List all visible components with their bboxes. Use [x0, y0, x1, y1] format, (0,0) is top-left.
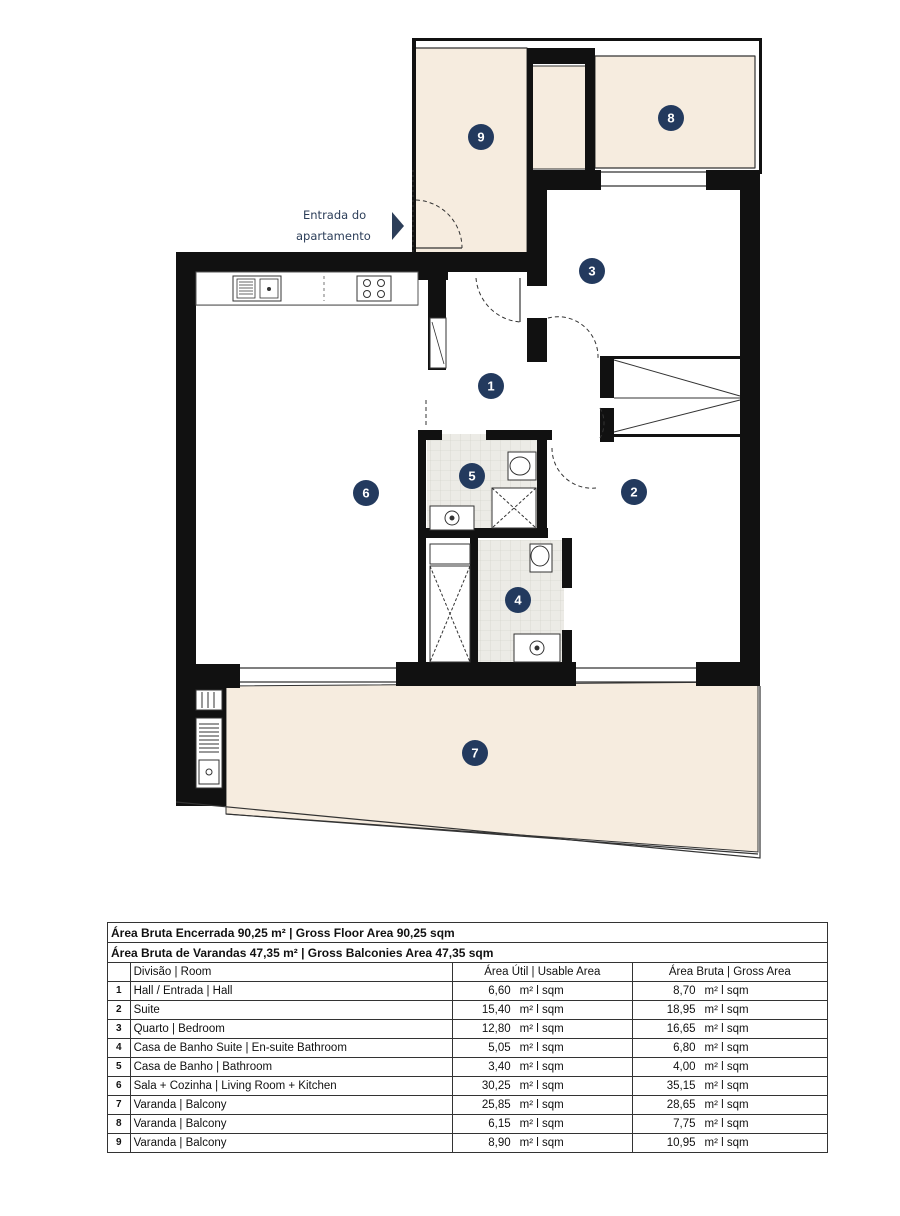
table-row — [108, 982, 828, 1001]
row-number: 6 — [108, 1077, 131, 1096]
room-name: Hall / Entrada | Hall — [130, 982, 452, 1001]
room-marker-4 — [505, 587, 531, 613]
gross-area: 16,65 — [632, 1020, 698, 1039]
usable-unit: m² l sqm — [514, 1096, 632, 1115]
usable-unit: m² l sqm — [514, 1039, 632, 1058]
room-marker-label: 2 — [630, 484, 638, 500]
gross-unit: m² l sqm — [699, 1058, 828, 1077]
room-marker-1 — [478, 373, 504, 399]
room-name: Casa de Banho Suite | En-suite Bathroom — [130, 1039, 452, 1058]
room-marker-3 — [579, 258, 605, 284]
usable-unit: m² l sqm — [514, 1077, 632, 1096]
col-room-header: Divisão | Room — [130, 963, 452, 982]
room-marker-label: 7 — [471, 745, 479, 761]
col-usable-header: Área Útil | Usable Area — [453, 963, 633, 982]
wardrobe-suite — [614, 360, 740, 432]
balcony-7-fill — [226, 682, 758, 852]
usable-unit: m² l sqm — [514, 1020, 632, 1039]
table-row — [108, 1058, 828, 1077]
gross-unit: m² l sqm — [699, 1077, 828, 1096]
gross-area: 8,70 — [632, 982, 698, 1001]
row-number: 5 — [108, 1058, 131, 1077]
gross-unit: m² l sqm — [699, 1134, 828, 1153]
gross-area: 18,95 — [632, 1001, 698, 1020]
room-marker-label: 4 — [514, 592, 522, 608]
gross-unit: m² l sqm — [699, 1096, 828, 1115]
room-name: Quarto | Bedroom — [130, 1020, 452, 1039]
balcony-7-fixtures — [196, 690, 222, 788]
gross-area: 4,00 — [632, 1058, 698, 1077]
usable-area: 5,05 — [453, 1039, 514, 1058]
gross-unit: m² l sqm — [699, 1039, 828, 1058]
entry-arrow-icon — [392, 212, 404, 240]
room-name: Varanda | Balcony — [130, 1115, 452, 1134]
room-marker-label: 3 — [588, 263, 596, 279]
usable-area: 12,80 — [453, 1020, 514, 1039]
room-marker-9 — [468, 124, 494, 150]
gross-area: 6,80 — [632, 1039, 698, 1058]
row-number: 7 — [108, 1096, 131, 1115]
gross-unit: m² l sqm — [699, 1115, 828, 1134]
usable-unit: m² l sqm — [514, 1115, 632, 1134]
col-gross-header: Área Bruta | Gross Area — [632, 963, 827, 982]
usable-unit: m² l sqm — [514, 982, 632, 1001]
col-num-header — [108, 963, 131, 982]
gross-unit: m² l sqm — [699, 982, 828, 1001]
gross-balconies-area: Área Bruta de Varandas 47,35 m² | Gross Balconies Area 47,35 sqm — [108, 943, 828, 963]
usable-unit: m² l sqm — [514, 1058, 632, 1077]
room-marker-6 — [353, 480, 379, 506]
wardrobe-hall — [430, 318, 446, 368]
balcony-upper-mid-fill — [530, 66, 587, 169]
usable-area: 15,40 — [453, 1001, 514, 1020]
gross-unit: m² l sqm — [699, 1020, 828, 1039]
table-row — [108, 1115, 828, 1134]
room-marker-7 — [462, 740, 488, 766]
usable-unit: m² l sqm — [514, 1001, 632, 1020]
room-marker-label: 5 — [468, 468, 476, 484]
room-marker-label: 8 — [667, 110, 675, 126]
row-number: 3 — [108, 1020, 131, 1039]
table-row — [108, 1096, 828, 1115]
table-row — [108, 1001, 828, 1020]
table-row — [108, 1134, 828, 1153]
gross-floor-area: Área Bruta Encerrada 90,25 m² | Gross Floor Area 90,25 sqm — [108, 923, 828, 943]
usable-unit: m² l sqm — [514, 1134, 632, 1153]
usable-area: 3,40 — [453, 1058, 514, 1077]
room-name: Sala + Cozinha | Living Room + Kitchen — [130, 1077, 452, 1096]
room-marker-5 — [459, 463, 485, 489]
room-marker-label: 1 — [487, 378, 495, 394]
row-number: 4 — [108, 1039, 131, 1058]
room-name: Varanda | Balcony — [130, 1096, 452, 1115]
usable-area: 6,60 — [453, 982, 514, 1001]
room-name: Casa de Banho | Bathroom — [130, 1058, 452, 1077]
room-name: Suite — [130, 1001, 452, 1020]
area-table — [107, 922, 828, 1153]
usable-area: 6,15 — [453, 1115, 514, 1134]
room-marker-label: 6 — [362, 485, 370, 501]
room-marker-8 — [658, 105, 684, 131]
balcony-9-fill — [413, 48, 527, 253]
sink-icon — [233, 276, 281, 301]
room-marker-2 — [621, 479, 647, 505]
kitchen-counter — [196, 272, 418, 305]
room-name: Varanda | Balcony — [130, 1134, 452, 1153]
gross-area: 35,15 — [632, 1077, 698, 1096]
room-marker-label: 9 — [477, 129, 485, 145]
usable-area: 25,85 — [453, 1096, 514, 1115]
entry-label-line1: Entrada do — [303, 208, 367, 222]
table-row — [108, 1020, 828, 1039]
row-number: 1 — [108, 982, 131, 1001]
gross-area: 28,65 — [632, 1096, 698, 1115]
table-row — [108, 1077, 828, 1096]
usable-area: 30,25 — [453, 1077, 514, 1096]
row-number: 8 — [108, 1115, 131, 1134]
entry-label-line2: apartamento — [296, 229, 371, 243]
gross-area: 10,95 — [632, 1134, 698, 1153]
gross-unit: m² l sqm — [699, 1001, 828, 1020]
usable-area: 8,90 — [453, 1134, 514, 1153]
row-number: 2 — [108, 1001, 131, 1020]
gross-area: 7,75 — [632, 1115, 698, 1134]
row-number: 9 — [108, 1134, 131, 1153]
table-row — [108, 1039, 828, 1058]
